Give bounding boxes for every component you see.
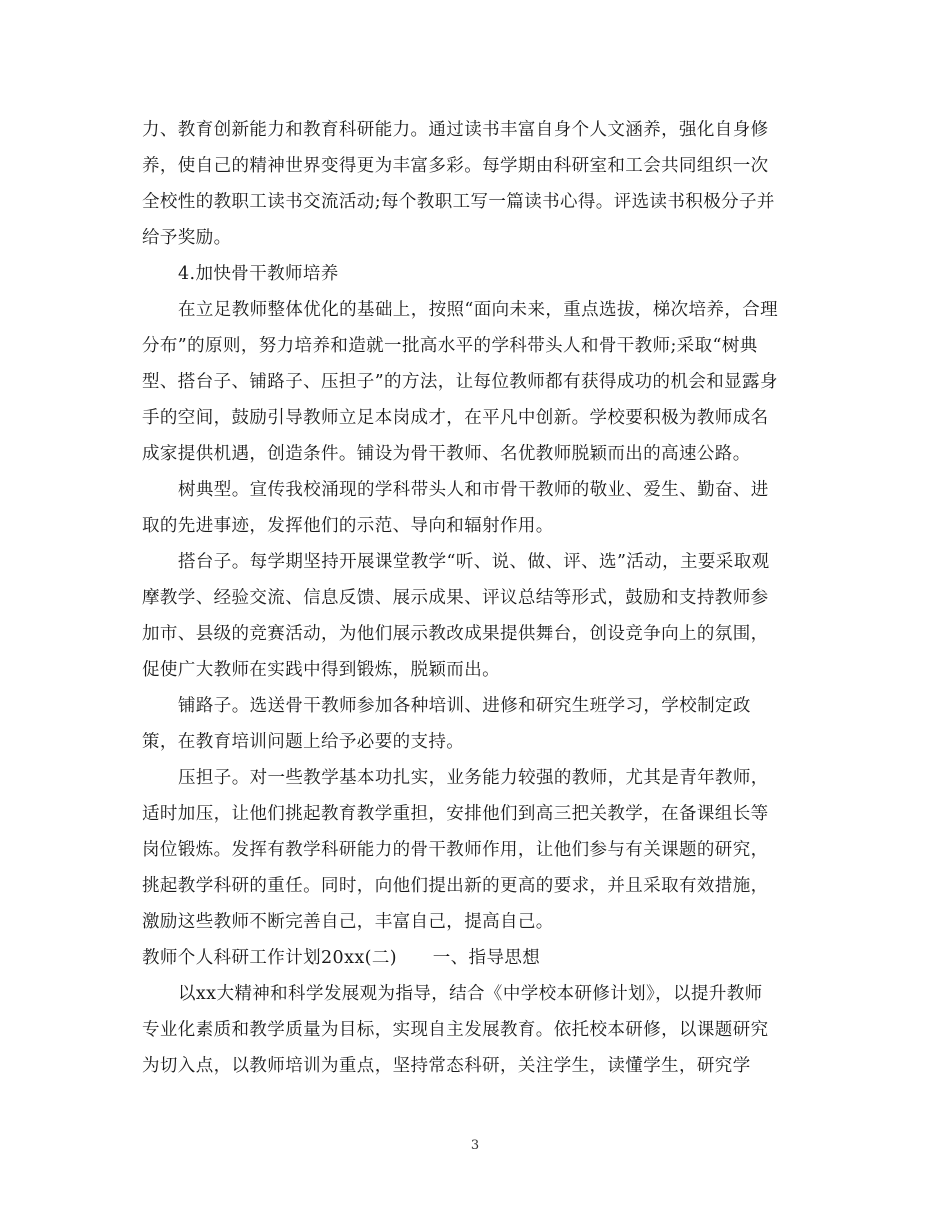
paragraph-line: 促使广大教师在实践中得到锻炼，脱颖而出。	[142, 660, 500, 680]
paragraph-line: 策，在教育培训问题上给予必要的支持。	[142, 732, 465, 752]
paragraph-line: 树典型。宣传我校涌现的学科带头人和市骨干教师的敬业、爱生、勤奋、进	[178, 480, 769, 500]
page-number: 3	[470, 1138, 480, 1153]
paragraph-line: 搭台子。每学期坚持开展课堂教学“听、说、做、评、选”活动，主要采取观	[178, 552, 770, 572]
paragraph-line: 全校性的教职工读书交流活动;每个教职工写一篇读书心得。评选读书积极分子并	[142, 192, 775, 212]
paragraph-line: 岗位锻炼。发挥有教学科研能力的骨干教师作用，让他们参与有关课题的研究，	[142, 840, 769, 860]
paragraph-line: 以xx大精神和科学发展观为指导，结合《中学校本研修计划》，以提升教师	[178, 984, 763, 1004]
paragraph-line: 在立足教师整体优化的基础上，按照“面向未来，重点选拔，梯次培养，合理	[178, 300, 779, 320]
section-title: 教师个人科研工作计划20xx(二) 一、指导思想	[142, 948, 541, 968]
paragraph-line: 铺路子。选送骨干教师参加各种培训、进修和研究生班学习，学校制定政	[178, 696, 751, 716]
paragraph-line: 分布”的原则，努力培养和造就一批高水平的学科带头人和骨干教师;采取“树典	[142, 336, 758, 356]
paragraph-line: 成家提供机遇，创造条件。铺设为骨干教师、名优教师脱颖而出的高速公路。	[142, 444, 751, 464]
section-heading: 4.加快骨干教师培养	[178, 264, 339, 284]
paragraph-line: 激励这些教师不断完善自己，丰富自己，提高自己。	[142, 912, 554, 932]
paragraph-line: 型、搭台子、铺路子、压担子”的方法，让每位教师都有获得成功的机会和显露身	[142, 372, 778, 392]
paragraph-line: 手的空间，鼓励引导教师立足本岗成才，在平凡中创新。学校要积极为教师成名	[142, 408, 769, 428]
paragraph-line: 给予奖励。	[142, 228, 232, 248]
paragraph-line: 加市、县级的竞赛活动，为他们展示教改成果提供舞台，创设竞争向上的氛围，	[142, 624, 769, 644]
paragraph-line: 专业化素质和教学质量为目标，实现自主发展教育。依托校本研修，以课题研究	[142, 1020, 769, 1040]
paragraph-line: 适时加压，让他们挑起教育教学重担，安排他们到高三把关教学，在备课组长等	[142, 804, 769, 824]
paragraph-line: 取的先进事迹，发挥他们的示范、导向和辐射作用。	[142, 516, 554, 536]
paragraph-line: 为切入点，以教师培训为重点，坚持常态科研，关注学生，读懂学生，研究学	[142, 1056, 751, 1076]
paragraph-line: 挑起教学科研的重任。同时，向他们提出新的更高的要求，并且采取有效措施，	[142, 876, 769, 896]
paragraph-line: 力、教育创新能力和教育科研能力。通过读书丰富自身个人文涵养，强化自身修	[142, 120, 769, 140]
paragraph-line: 养，使自己的精神世界变得更为丰富多彩。每学期由科研室和工会共同组织一次	[142, 156, 769, 176]
paragraph-line: 摩教学、经验交流、信息反馈、展示成果、评议总结等形式，鼓励和支持教师参	[142, 588, 769, 608]
paragraph-line: 压担子。对一些教学基本功扎实，业务能力较强的教师，尤其是青年教师，	[178, 768, 769, 788]
